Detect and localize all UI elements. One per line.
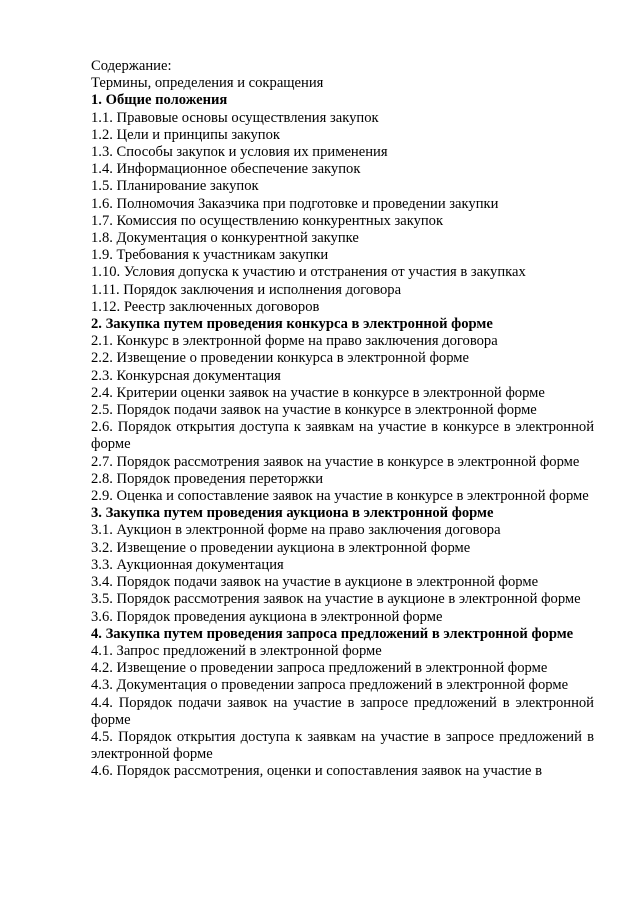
toc-section-heading: 1. Общие положения	[91, 92, 228, 109]
toc-entry: Термины, определения и сокращения	[91, 75, 324, 92]
toc-entry: 1.3. Способы закупок и условия их применения	[91, 144, 388, 161]
toc-entry: 4.4. Порядок подачи заявок на участие в запросе предложений в электронной форме	[91, 694, 594, 728]
toc-entry: 4.1. Запрос предложений в электронной форме	[91, 642, 382, 659]
toc-heading: Содержание:	[91, 58, 172, 74]
toc-entry: 2.5. Порядок подачи заявок на участие в конкурсе в электронной форме	[91, 402, 537, 419]
toc-entry: 1.5. Планирование закупок	[91, 178, 259, 195]
toc-entry: 3.2. Извещение о проведении аукциона в электронной форме	[91, 539, 471, 556]
toc-entry: 1.1. Правовые основы осуществления закупок	[91, 109, 379, 126]
toc-entry: 3.6. Порядок проведения аукциона в электронной форме	[91, 608, 443, 625]
toc-section-heading: 3. Закупка путем проведения аукциона в электронной форме	[91, 505, 494, 522]
toc-entry: 1.7. Комиссия по осуществлению конкурентных закупок	[91, 212, 444, 229]
toc-entry: 1.4. Информационное обеспечение закупок	[91, 161, 361, 178]
toc-section-heading: 2. Закупка путем проведения конкурса в электронной форме	[91, 316, 493, 333]
toc-entry: 4.6. Порядок рассмотрения, оценки и сопоставления заявок на участие в	[91, 763, 542, 780]
toc-entry: 3.4. Порядок подачи заявок на участие в аукционе в электронной форме	[91, 574, 539, 591]
toc-entry: 2.8. Порядок проведения переторжки	[91, 470, 324, 487]
toc-entry: 1.8. Документация о конкурентной закупке	[91, 230, 359, 247]
toc-entry: 2.7. Порядок рассмотрения заявок на участие в конкурсе в электронной форме	[91, 453, 580, 470]
toc-entry: 3.5. Порядок рассмотрения заявок на участие в аукционе в электронной форме	[91, 591, 581, 608]
toc-entry: 2.6. Порядок открытия доступа к заявкам на участие в конкурсе в электронной форме	[91, 419, 594, 453]
toc-entry: 1.2. Цели и принципы закупок	[91, 126, 280, 143]
toc-entry: 1.9. Требования к участникам закупки	[91, 247, 329, 264]
toc-entry: 2.9. Оценка и сопоставление заявок на участие в конкурсе в электронной форме	[91, 488, 589, 505]
toc-entry: 3.3. Аукционная документация	[91, 556, 284, 573]
toc-entry: 1.11. Порядок заключения и исполнения договора	[91, 281, 402, 298]
toc-entry: 2.1. Конкурс в электронной форме на право заключения договора	[91, 333, 498, 350]
toc-entry: 4.3. Документация о проведении запроса предложений в электронной форме	[91, 677, 569, 694]
toc-entry: 3.1. Аукцион в электронной форме на право заключения договора	[91, 522, 501, 539]
toc-entry: 1.10. Условия допуска к участию и отстранения от участия в закупках	[91, 264, 526, 281]
toc-entry: 2.3. Конкурсная документация	[91, 367, 281, 384]
toc-entry: 2.4. Критерии оценки заявок на участие в конкурсе в электронной форме	[91, 384, 545, 401]
toc-entry: 4.5. Порядок открытия доступа к заявкам на участие в запросе предложений в электронной форме	[91, 728, 594, 763]
toc-entry: 4.2. Извещение о проведении запроса предложений в электронной форме	[91, 660, 548, 677]
toc-entry: 1.6. Полномочия Заказчика при подготовке и проведении закупки	[91, 195, 499, 212]
toc-entry: 2.2. Извещение о проведении конкурса в электронной форме	[91, 350, 469, 367]
toc-page	[91, 58, 594, 781]
toc-list	[91, 75, 594, 780]
toc-section-heading: 4. Закупка путем проведения запроса предложений в электронной форме	[91, 625, 574, 642]
toc-entry: 1.12. Реестр заключенных договоров	[91, 298, 320, 315]
